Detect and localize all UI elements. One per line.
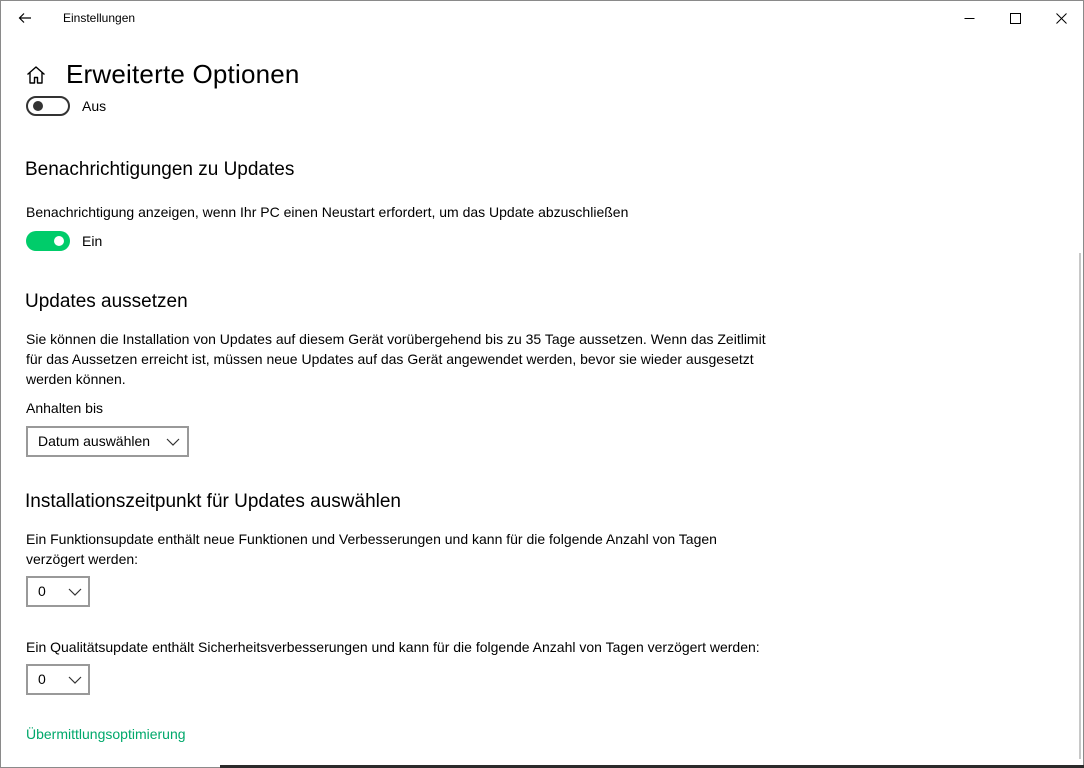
maximize-button[interactable] — [992, 1, 1038, 35]
pause-updates-heading: Updates aussetzen — [25, 291, 188, 312]
restart-notification-toggle[interactable] — [26, 231, 70, 251]
pause-description-line-1: Sie können die Installation von Updates auf diesem Gerät vorübergehend bis zu 35 Tage aussetzen. Wenn das Zeitlimit — [26, 331, 766, 347]
title-bar — [1, 1, 1083, 35]
top-toggle-state: Aus — [82, 98, 107, 114]
delivery-optimization-link[interactable]: Übermittlungsoptimierung — [26, 726, 186, 742]
minimize-icon — [964, 13, 975, 24]
pause-description-line-3: werden können. — [26, 371, 126, 387]
chevron-down-icon — [166, 437, 180, 447]
close-icon — [1056, 13, 1067, 24]
dropdown-value: 0 — [38, 583, 46, 599]
dropdown-value: 0 — [38, 671, 46, 687]
maximize-icon — [1010, 13, 1021, 24]
back-button[interactable] — [7, 3, 43, 33]
notifications-heading: Benachrichtigungen zu Updates — [25, 159, 295, 180]
notifications-description: Benachrichtigung anzeigen, wenn Ihr PC einen Neustart erfordert, um das Update abzuschließen — [26, 204, 629, 220]
page-title: Erweiterte Optionen — [66, 59, 300, 89]
chevron-down-icon — [68, 587, 82, 597]
pause-until-label: Anhalten bis — [26, 400, 104, 416]
close-button[interactable] — [1038, 1, 1084, 35]
vertical-scrollbar[interactable] — [1079, 253, 1081, 759]
feature-update-days-dropdown[interactable] — [26, 576, 90, 607]
home-icon[interactable] — [25, 64, 47, 86]
top-toggle-switch[interactable] — [26, 96, 70, 116]
chevron-down-icon — [68, 675, 82, 685]
app-title: Einstellungen — [63, 11, 136, 25]
quality-update-description: Ein Qualitätsupdate enthält Sicherheitsverbesserungen und kann für die folgende Anzahl von Tagen verzögert werden: — [26, 639, 760, 655]
feature-update-description-line-1: Ein Funktionsupdate enthält neue Funktionen und Verbesserungen und kann für die folgende Anzahl von Tagen — [26, 531, 717, 547]
pause-date-dropdown[interactable] — [26, 426, 189, 457]
restart-notification-state: Ein — [82, 233, 103, 249]
quality-update-days-dropdown[interactable] — [26, 664, 90, 695]
pause-description-line-2: für das Aussetzen erreicht ist, müssen neue Updates auf das Gerät angewendet werden, bevor sie wieder ausgesetzt — [26, 351, 754, 367]
toggle-knob — [54, 236, 64, 246]
feature-update-description-line-2: verzögert werden: — [26, 551, 139, 567]
toggle-knob — [33, 101, 43, 111]
minimize-button[interactable] — [946, 1, 992, 35]
arrow-left-icon — [18, 12, 32, 24]
install-time-heading: Installationszeitpunkt für Updates auswählen — [25, 491, 402, 512]
dropdown-value: Datum auswählen — [38, 433, 151, 449]
